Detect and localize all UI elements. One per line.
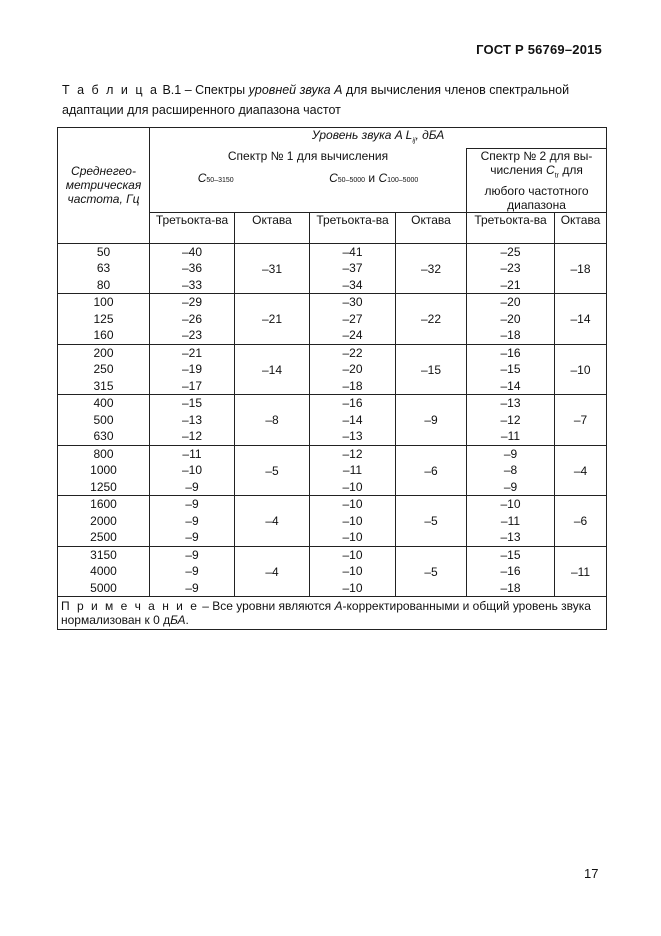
cell-freqs (58, 496, 150, 547)
cell-value: –9 (185, 530, 199, 545)
cell-value: –33 (181, 277, 203, 292)
cell-value: –11 (500, 513, 521, 528)
spectrum1-indices (150, 171, 466, 188)
table-row (58, 294, 607, 345)
s3-oct-header: Октава (555, 212, 607, 243)
cell-value: –11 (342, 463, 363, 478)
cell-value: –9 (185, 580, 199, 595)
cell-s3-oct: –14 (555, 294, 607, 345)
cell-s2-oct: –6 (396, 445, 467, 496)
s1-third-header: Третьокта-ва (150, 212, 235, 243)
cell-value: –18 (500, 328, 521, 343)
s3-third-header: Третьокта-ва (467, 212, 555, 243)
table-caption (62, 80, 602, 120)
spectrum2-line2: числения $C_{tr}$ для (490, 163, 583, 180)
cell-value: 125 (93, 311, 114, 326)
cell-value: –9 (503, 479, 518, 494)
cell-value: –10 (342, 580, 363, 595)
s1-oct-header: Октава (235, 212, 310, 243)
cell-value: –16 (500, 564, 521, 579)
cell-s2-third (310, 294, 396, 345)
cell-s3-third (467, 445, 555, 496)
cell-value: 1250 (90, 479, 117, 494)
cell-value: –23 (181, 328, 203, 343)
cell-value: –30 (342, 295, 363, 310)
cell-value: –9 (185, 547, 199, 562)
cell-value: –9 (185, 497, 199, 512)
cell-value: –13 (500, 396, 521, 411)
cell-value: –18 (500, 580, 521, 595)
table-body (58, 243, 607, 597)
cell-s1-oct: –21 (235, 294, 310, 345)
c2-c3-label: C50–5000 и C100–5000 (329, 170, 419, 185)
cell-s2-oct: –9 (396, 395, 467, 446)
note-italic2: БА (170, 613, 186, 628)
freq-header-text: Среднегео-метрическая частота, Гц (65, 164, 142, 207)
spectrum1-title: Спектр № 1 для вычисления (227, 148, 389, 163)
cell-s3-third (467, 243, 555, 294)
cell-value: 200 (93, 345, 114, 360)
cell-value: –20 (342, 362, 363, 377)
cell-value: –13 (181, 412, 203, 427)
cell-s1-oct: –31 (235, 243, 310, 294)
cell-s3-third (467, 496, 555, 547)
cell-value: –19 (181, 362, 203, 377)
cell-value: –10 (181, 463, 203, 478)
caption-italic: уровней звука А (248, 83, 343, 97)
cell-s3-oct: –18 (555, 243, 607, 294)
level-header-var: A L (394, 128, 413, 142)
cell-freqs (58, 243, 150, 294)
cell-value: –25 (500, 244, 521, 259)
cell-value: 80 (96, 277, 111, 292)
cell-value: 160 (93, 328, 114, 343)
cell-s2-third (310, 243, 396, 294)
cell-s2-oct: –22 (396, 294, 467, 345)
cell-value: 4000 (90, 564, 117, 579)
cell-value: –14 (342, 412, 363, 427)
table-row (58, 243, 607, 294)
cell-value: –34 (342, 277, 363, 292)
cell-s2-third (310, 445, 396, 496)
cell-value: –14 (500, 378, 521, 393)
cell-value: –11 (182, 446, 202, 461)
s2-oct-header: Октава (396, 212, 467, 243)
note-italic: А (334, 599, 343, 614)
cell-value: –10 (500, 497, 521, 512)
cell-s3-third (467, 294, 555, 345)
cell-value: –20 (500, 295, 521, 310)
cell-value: –40 (181, 244, 203, 259)
page-number: 17 (584, 866, 599, 881)
cell-value: –15 (181, 396, 203, 411)
cell-value: –10 (342, 513, 363, 528)
cell-value: –21 (500, 277, 521, 292)
cell-s2-oct: –5 (396, 496, 467, 547)
cell-s3-third (467, 344, 555, 395)
caption-rest: для вычисления членов спектральной (345, 83, 570, 97)
table-row (58, 546, 607, 597)
cell-value: –16 (500, 345, 521, 360)
cell-s1-oct: –8 (235, 395, 310, 446)
cell-value: 800 (93, 446, 114, 461)
cell-s1-oct: –14 (235, 344, 310, 395)
table-label: Т а б л и ц а (62, 83, 159, 97)
cell-value: –12 (342, 446, 363, 461)
cell-value: 500 (93, 412, 114, 427)
cell-value: –11 (500, 429, 521, 444)
cell-value: 50 (96, 244, 111, 259)
s2-third-header: Третьокта-ва (310, 212, 396, 243)
cell-value: 315 (93, 378, 114, 393)
cell-s3-oct: –7 (555, 395, 607, 446)
cell-s2-oct: –5 (396, 546, 467, 597)
spectra-table (57, 127, 607, 630)
cell-value: –29 (181, 295, 203, 310)
cell-value: 250 (93, 362, 114, 377)
table-row (58, 496, 607, 547)
spectrum1-header (150, 149, 467, 212)
cell-value: 5000 (90, 580, 117, 595)
cell-value: –16 (342, 396, 363, 411)
cell-value: –18 (342, 378, 363, 393)
cell-value: –15 (500, 362, 521, 377)
cell-value: 400 (93, 396, 114, 411)
note-text-b: -корректированными и общий уровень звука нормализован к 0 д (61, 599, 591, 628)
caption-line2: адаптации для расширенного диапазона частот (62, 103, 341, 117)
cell-value: –37 (342, 261, 363, 276)
cell-s1-third (150, 445, 235, 496)
cell-value: –23 (500, 261, 521, 276)
table-row (58, 395, 607, 446)
document-id: ГОСТ Р 56769–2015 (476, 42, 602, 57)
cell-value: –8 (503, 463, 518, 478)
cell-value: –17 (181, 378, 203, 393)
cell-s1-oct: –5 (235, 445, 310, 496)
cell-s1-oct: –4 (235, 546, 310, 597)
cell-value: –10 (342, 497, 363, 512)
level-header-prefix: Уровень звука (311, 128, 392, 142)
cell-value: –22 (342, 345, 363, 360)
cell-s2-third (310, 546, 396, 597)
spectrum2-line4: диапазона (507, 197, 566, 212)
cell-value: –41 (342, 244, 363, 259)
note-text-a: – Все уровни являются (198, 599, 335, 614)
cell-value: 3150 (90, 547, 117, 562)
table-number: В.1 – Спектры (162, 83, 246, 97)
cell-value: –27 (342, 311, 363, 326)
cell-s1-third (150, 344, 235, 395)
freq-header (58, 128, 150, 244)
cell-s1-third (150, 496, 235, 547)
cell-value: 1600 (90, 497, 117, 512)
cell-value: –20 (500, 311, 521, 326)
cell-s1-third (150, 395, 235, 446)
cell-value: –9 (503, 446, 518, 461)
cell-freqs (58, 395, 150, 446)
cell-freqs (58, 294, 150, 345)
cell-s2-oct: –32 (396, 243, 467, 294)
cell-s3-oct: –10 (555, 344, 607, 395)
c1-label: C50–3150 (197, 170, 234, 185)
cell-value: –15 (500, 547, 521, 562)
spectrum2-line3: любого частотного (484, 183, 589, 198)
cell-value: –10 (342, 479, 363, 494)
cell-value: –12 (181, 429, 203, 444)
cell-s2-third (310, 496, 396, 547)
table-row (58, 445, 607, 496)
spectrum2-header (467, 149, 607, 212)
cell-value: –26 (181, 311, 203, 326)
cell-freqs (58, 546, 150, 597)
cell-s1-oct: –4 (235, 496, 310, 547)
cell-freqs (58, 344, 150, 395)
spectrum2-line1: Спектр № 2 для вы- (480, 149, 593, 164)
cell-value: –36 (181, 261, 203, 276)
note-label: П р и м е ч а н и е (61, 599, 199, 614)
cell-s1-third (150, 294, 235, 345)
cell-value: 63 (96, 261, 111, 276)
cell-freqs (58, 445, 150, 496)
cell-s3-oct: –4 (555, 445, 607, 496)
cell-value: 1000 (90, 463, 117, 478)
cell-value: –21 (181, 345, 203, 360)
cell-value: –13 (342, 429, 363, 444)
cell-s3-oct: –11 (555, 546, 607, 597)
cell-value: –10 (342, 530, 363, 545)
cell-s2-third (310, 395, 396, 446)
cell-value: –9 (185, 564, 199, 579)
cell-value: –10 (342, 547, 363, 562)
cell-s1-third (150, 243, 235, 294)
table-row (58, 344, 607, 395)
cell-s2-oct: –15 (396, 344, 467, 395)
cell-s3-third (467, 395, 555, 446)
level-header-sub: ij (412, 137, 416, 145)
cell-value: –24 (342, 328, 363, 343)
level-header-unit: , дБА (415, 128, 445, 142)
table-note (58, 597, 607, 630)
cell-value: 2000 (90, 513, 117, 528)
cell-s1-third (150, 546, 235, 597)
cell-s3-third (467, 546, 555, 597)
cell-value: –9 (185, 513, 199, 528)
cell-s3-oct: –6 (555, 496, 607, 547)
cell-value: 2500 (90, 530, 117, 545)
cell-value: –13 (500, 530, 521, 545)
cell-value: –10 (342, 564, 363, 579)
level-header (150, 128, 607, 149)
note-end: . (185, 613, 189, 628)
cell-value: –12 (500, 412, 521, 427)
cell-value: 630 (93, 429, 114, 444)
cell-s2-third (310, 344, 396, 395)
cell-value: –9 (185, 479, 199, 494)
cell-value: 100 (93, 295, 114, 310)
